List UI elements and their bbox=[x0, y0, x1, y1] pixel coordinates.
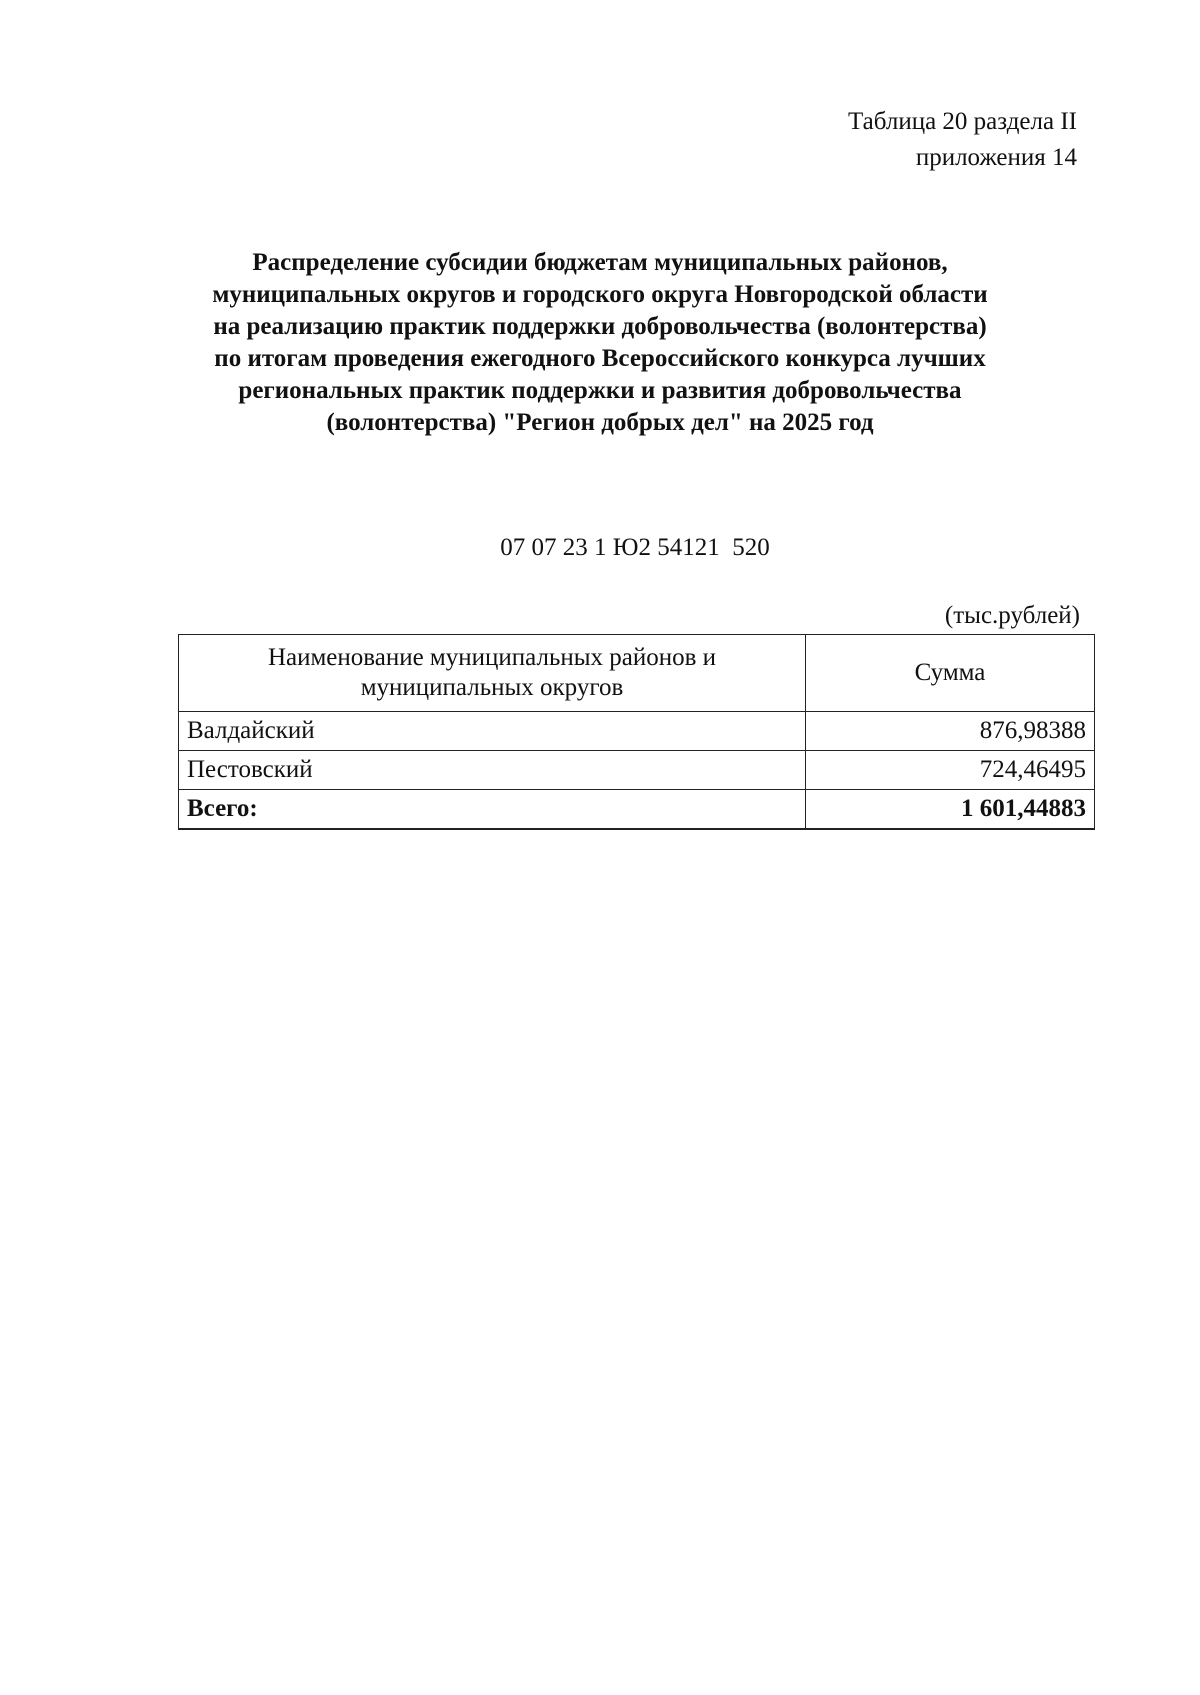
reference-line-1: Таблица 20 раздела II bbox=[848, 108, 1077, 135]
total-label: Всего: bbox=[179, 790, 806, 830]
table-reference bbox=[848, 104, 1077, 176]
document-title bbox=[150, 247, 1050, 439]
reference-line-2: приложения 14 bbox=[915, 144, 1077, 171]
title-line: на реализацию практик поддержки добровольчества (волонтерства) bbox=[213, 313, 987, 340]
table-row bbox=[179, 751, 1095, 790]
table-total-row bbox=[179, 790, 1095, 830]
header-municipality-name: Наименование муниципальных районов и муниципальных округов bbox=[179, 635, 806, 712]
row-sum: 876,98388 bbox=[806, 712, 1095, 751]
title-line: по итогам проведения ежегодного Всероссийского конкурса лучших bbox=[214, 345, 986, 372]
title-line: муниципальных округов и городского округа Новгородской области bbox=[212, 281, 988, 308]
header-sum: Сумма bbox=[806, 635, 1095, 712]
title-line: (волонтерства) "Регион добрых дел" на 2025 год bbox=[326, 409, 874, 436]
subsidy-distribution-table bbox=[178, 634, 1095, 830]
budget-classification-code: 07 07 23 1 Ю2 54121 520 bbox=[500, 534, 770, 561]
title-line: Распределение субсидии бюджетам муниципальных районов, bbox=[252, 249, 948, 276]
title-line: региональных практик поддержки и развития добровольчества bbox=[238, 377, 962, 404]
row-municipality-name: Валдайский bbox=[179, 712, 806, 751]
row-municipality-name: Пестовский bbox=[179, 751, 806, 790]
total-sum: 1 601,44883 bbox=[806, 790, 1095, 830]
table-row bbox=[179, 712, 1095, 751]
table-header-row bbox=[179, 635, 1095, 712]
row-sum: 724,46495 bbox=[806, 751, 1095, 790]
units-label: (тыс.рублей) bbox=[944, 602, 1080, 629]
